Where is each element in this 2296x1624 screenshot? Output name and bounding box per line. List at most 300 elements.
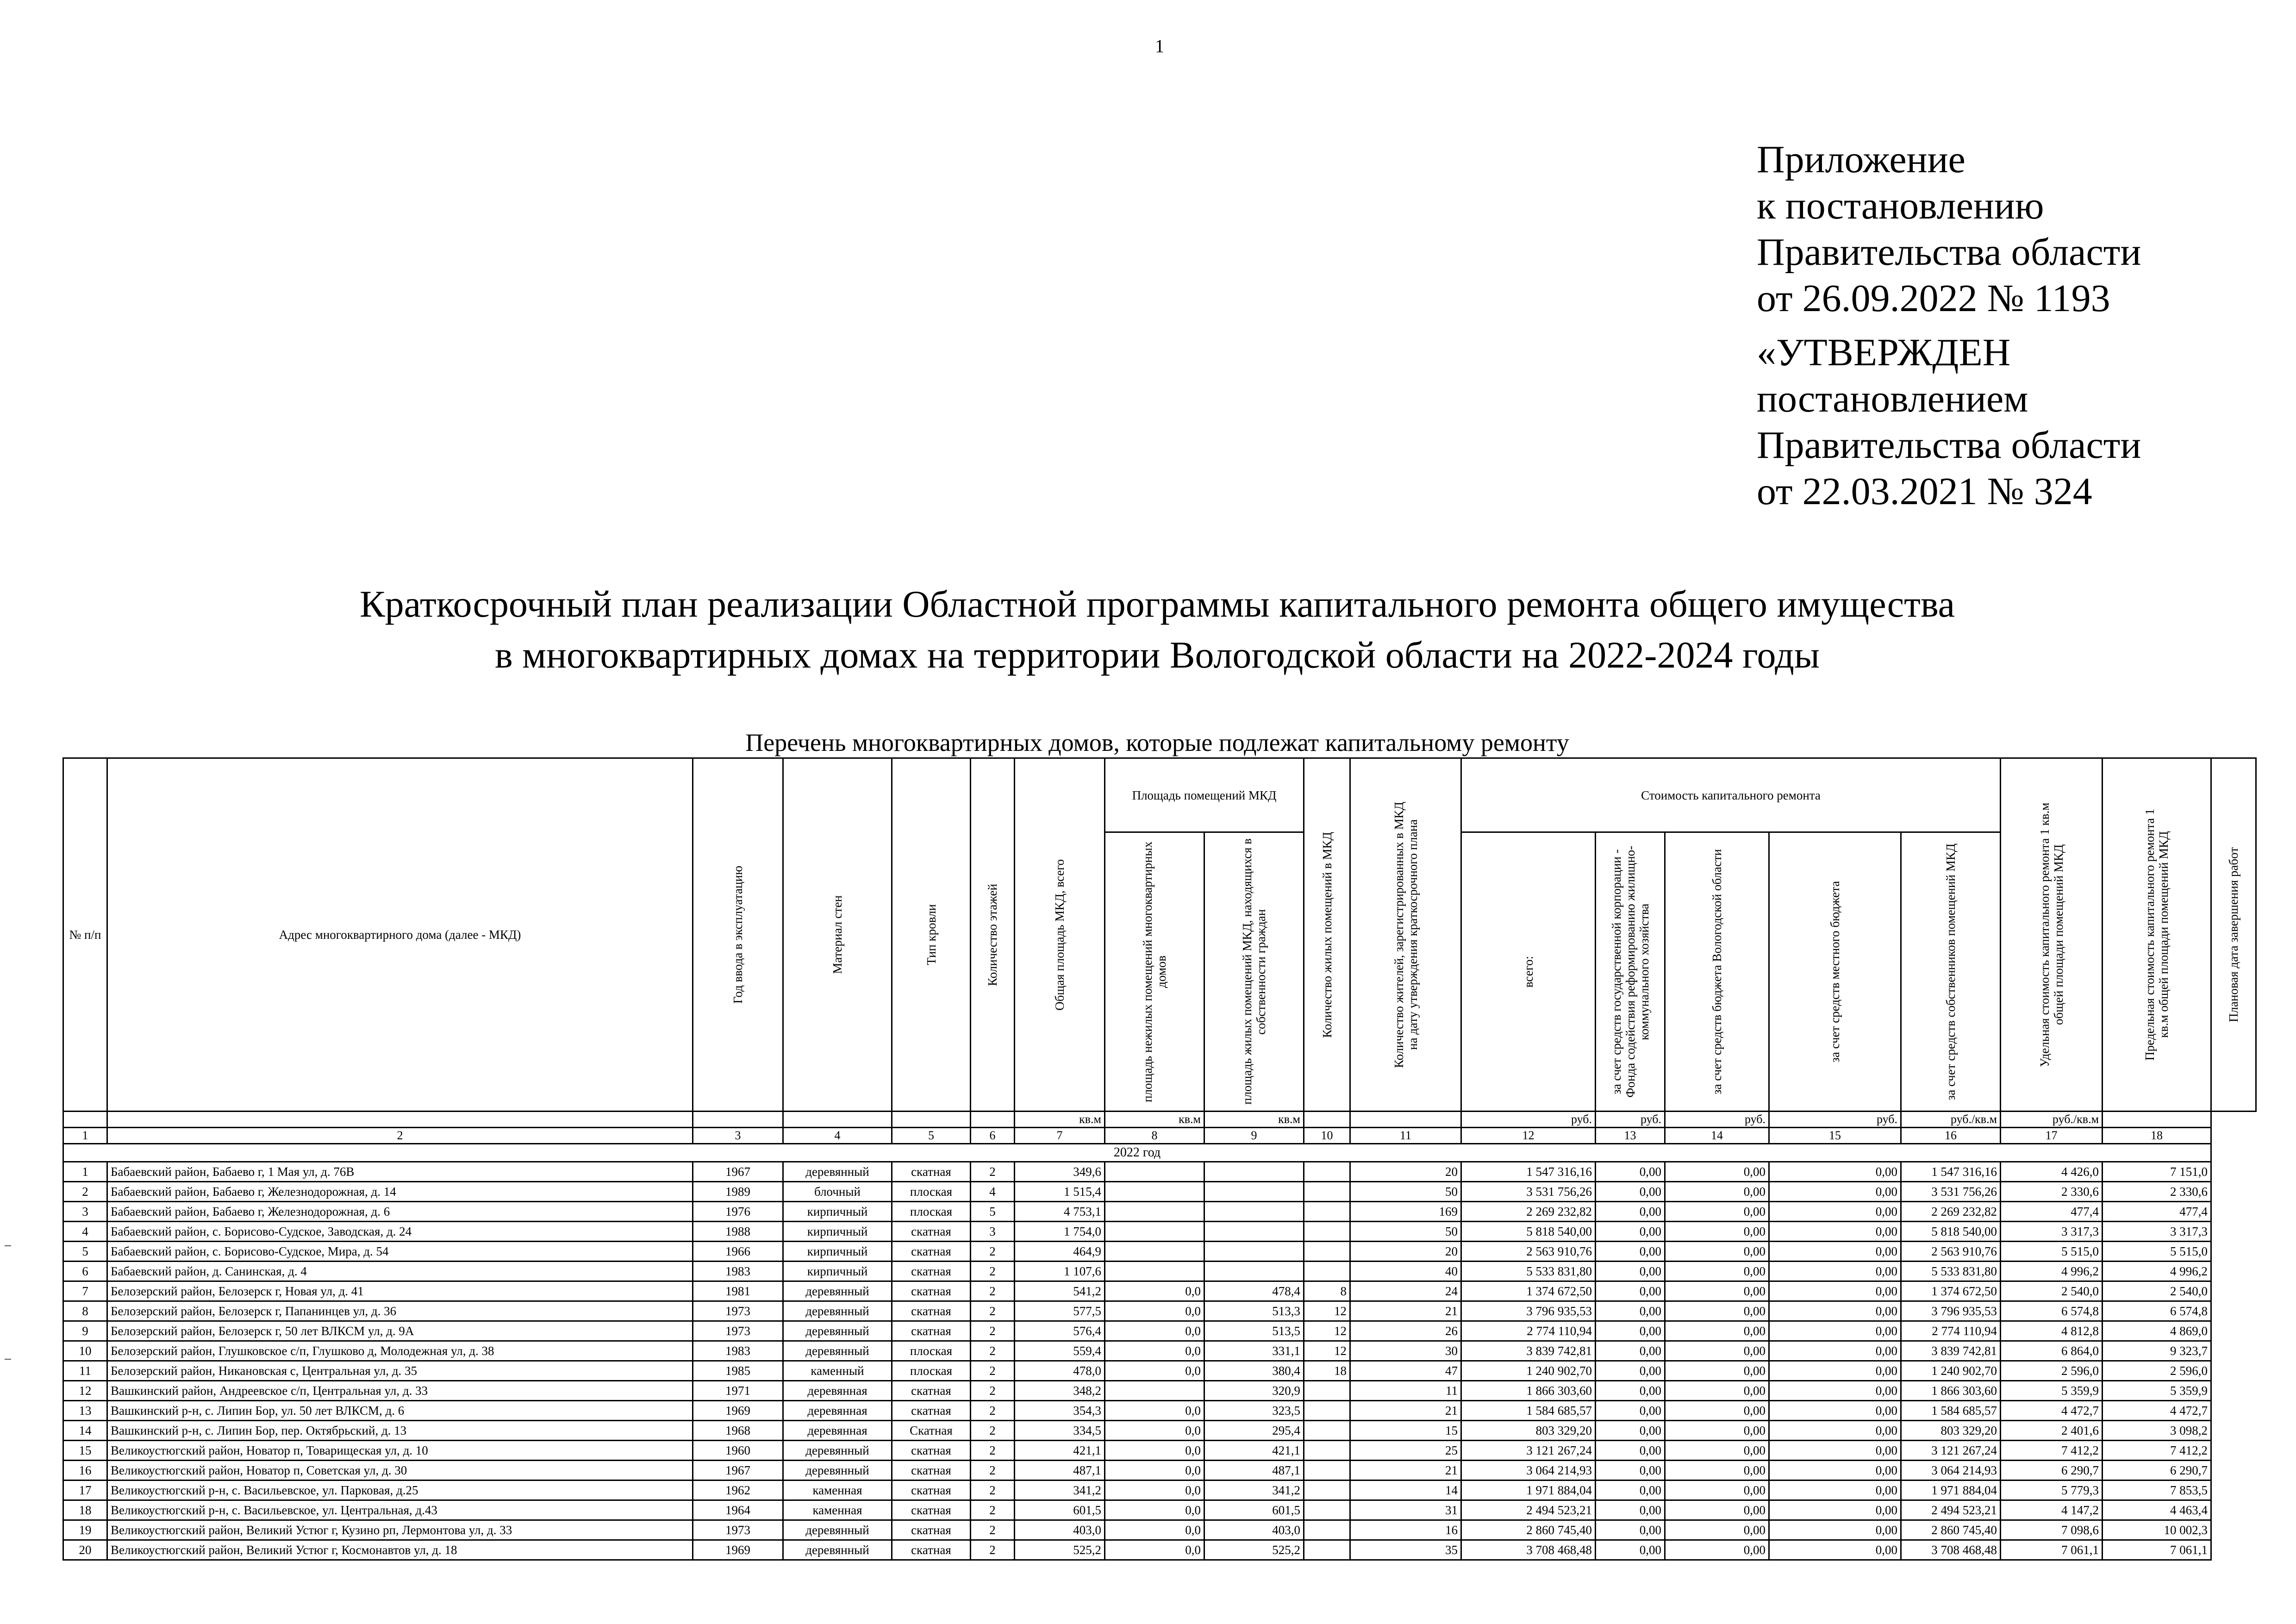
cell-roof: скатная [892,1461,971,1480]
cell-roof: плоская [892,1182,971,1202]
cell-num: 2 [63,1182,107,1202]
cell-area-nonres: 0,0 [1105,1540,1204,1560]
cell-cost-total: 1 971 884,04 [1461,1480,1596,1500]
approved-line: постановлением [1757,377,2028,420]
annex-line: Приложение [1757,138,1965,181]
cell-area-private: 323,5 [1204,1401,1304,1421]
cell-cost-region: 0,00 [1665,1520,1769,1540]
cell-area-nonres: 0,0 [1105,1401,1204,1421]
cell-address: Белозерский район, Белозерск г, 50 лет ВЛКСМ ул, д. 9А [107,1321,693,1341]
cell-cost-region: 0,00 [1665,1441,1769,1461]
cell-year: 1964 [693,1500,783,1520]
cell-cost-total: 3 121 267,24 [1461,1441,1596,1461]
cell-max-cost: 4 869,0 [2103,1321,2211,1341]
cell-cost-fund: 0,00 [1596,1222,1665,1242]
cell-area-total: 478,0 [1015,1361,1105,1381]
cell-area-nonres: 0,0 [1105,1301,1204,1321]
cell-cost-total: 1 547 316,16 [1461,1162,1596,1182]
cell-cost-fund: 0,00 [1596,1520,1665,1540]
cell-area-nonres [1105,1182,1204,1202]
cell-area-nonres: 0,0 [1105,1480,1204,1500]
cell-cost-region: 0,00 [1665,1401,1769,1421]
cell-area-total: 577,5 [1015,1301,1105,1321]
cell-max-cost: 3 317,3 [2103,1222,2211,1242]
cell-cost-region: 0,00 [1665,1461,1769,1480]
table-row [63,1421,2256,1441]
cell-num: 8 [63,1301,107,1321]
cell-floors: 2 [971,1520,1015,1540]
cell-area-private: 421,1 [1204,1441,1304,1461]
cell-num: 3 [63,1202,107,1222]
cell-cost-local: 0,00 [1769,1520,1901,1540]
cell-cost-local: 0,00 [1769,1341,1901,1361]
cell-cost-local: 0,00 [1769,1401,1901,1421]
year-section-row [63,1144,2256,1162]
cell-res-units [1304,1242,1350,1262]
cell-floors: 2 [971,1361,1015,1381]
cell-roof: скатная [892,1441,971,1461]
cell-cost-owners: 1 374 672,50 [1901,1281,2001,1301]
header-cost-total [1461,832,1596,1112]
cell-floors: 3 [971,1222,1015,1242]
cell-cost-owners: 3 064 214,93 [1901,1461,2001,1480]
table-row [63,1281,2256,1301]
year-section-label: 2022 год [63,1144,2211,1162]
unit-cell [783,1112,892,1128]
table-row [63,1242,2256,1262]
cell-num: 18 [63,1500,107,1520]
table-row [63,1182,2256,1202]
cell-residents: 50 [1350,1222,1461,1242]
cell-area-total: 601,5 [1015,1500,1105,1520]
header-wall [783,758,892,1112]
cell-floors: 2 [971,1301,1015,1321]
cell-area-nonres: 0,0 [1105,1361,1204,1381]
cell-cost-region: 0,00 [1665,1202,1769,1222]
cell-res-units [1304,1222,1350,1242]
cell-area-private: 478,4 [1204,1281,1304,1301]
cell-year: 1989 [693,1182,783,1202]
cell-cost-owners: 3 531 756,26 [1901,1182,2001,1202]
cell-residents: 169 [1350,1202,1461,1222]
cell-area-total: 4 753,1 [1015,1202,1105,1222]
cell-unit-cost: 6 864,0 [2001,1341,2103,1361]
cell-max-cost: 5 515,0 [2103,1242,2211,1262]
header-res-units [1304,758,1350,1112]
cell-cost-region: 0,00 [1665,1182,1769,1202]
table-row [63,1162,2256,1182]
cell-unit-cost: 2 330,6 [2001,1182,2103,1202]
cell-num: 9 [63,1321,107,1341]
cell-floors: 5 [971,1202,1015,1222]
column-number: 9 [1204,1128,1304,1144]
cell-cost-region: 0,00 [1665,1281,1769,1301]
cell-address: Бабаевский район, д. Санинская, д. 4 [107,1262,693,1281]
cell-cost-fund: 0,00 [1596,1301,1665,1321]
header-total-area [1015,758,1105,1112]
header-residents [1350,758,1461,1112]
cell-residents: 50 [1350,1182,1461,1202]
cell-cost-owners: 1 971 884,04 [1901,1480,2001,1500]
cell-area-nonres: 0,0 [1105,1321,1204,1341]
unit-cell [2103,1112,2211,1128]
cell-unit-cost: 4 996,2 [2001,1262,2103,1281]
header-area-group: Площадь помещений МКД [1105,758,1304,832]
cell-area-private: 525,2 [1204,1540,1304,1560]
cell-wall: кирпичный [783,1222,892,1242]
annex-block [1757,137,2141,322]
cell-cost-fund: 0,00 [1596,1361,1665,1381]
cell-roof: скатная [892,1162,971,1182]
unit-cell: руб. [1461,1112,1596,1128]
cell-max-cost: 2 330,6 [2103,1182,2211,1202]
cell-cost-local: 0,00 [1769,1421,1901,1441]
cell-wall: деревянный [783,1441,892,1461]
cell-cost-total: 2 860 745,40 [1461,1520,1596,1540]
cell-area-private: 513,5 [1204,1321,1304,1341]
header-roof-text: Тип кровли [924,904,938,965]
cell-area-total: 1 754,0 [1015,1222,1105,1242]
cell-cost-total: 3 839 742,81 [1461,1341,1596,1361]
header-cost-owners-text: за счет средств собственников помещений МКД [1944,843,1958,1100]
cell-max-cost: 9 323,7 [2103,1341,2211,1361]
cell-area-nonres: 0,0 [1105,1341,1204,1361]
cell-area-total: 487,1 [1015,1461,1105,1480]
cell-roof: скатная [892,1381,971,1401]
cell-wall: деревянный [783,1461,892,1480]
cell-cost-local: 0,00 [1769,1480,1901,1500]
cell-floors: 2 [971,1421,1015,1441]
cell-res-units: 12 [1304,1341,1350,1361]
cell-res-units [1304,1480,1350,1500]
header-end-date [2211,758,2256,1112]
approved-block [1757,330,2141,515]
cell-roof: скатная [892,1520,971,1540]
header-cost-region [1665,832,1769,1112]
header-year [693,758,783,1112]
cell-cost-total: 5 818 540,00 [1461,1222,1596,1242]
header-cost-local-text: за счет средств местного бюджета [1828,881,1842,1062]
cell-cost-local: 0,00 [1769,1381,1901,1401]
cell-cost-owners: 2 563 910,76 [1901,1242,2001,1262]
header-max-cost [2103,758,2211,1112]
cell-res-units: 18 [1304,1361,1350,1381]
cell-roof: плоская [892,1202,971,1222]
cell-residents: 21 [1350,1301,1461,1321]
cell-roof: скатная [892,1281,971,1301]
cell-year: 1976 [693,1202,783,1222]
cell-cost-owners: 3 121 267,24 [1901,1441,2001,1461]
cell-max-cost: 3 098,2 [2103,1421,2211,1441]
column-number: 3 [693,1128,783,1144]
unit-cell [892,1112,971,1128]
cell-cost-region: 0,00 [1665,1540,1769,1560]
cell-area-total: 421,1 [1015,1441,1105,1461]
cell-max-cost: 7 412,2 [2103,1441,2211,1461]
cell-roof: скатная [892,1500,971,1520]
cell-num: 1 [63,1162,107,1182]
cell-residents: 25 [1350,1441,1461,1461]
cell-cost-region: 0,00 [1665,1341,1769,1361]
cell-wall: деревянный [783,1321,892,1341]
cell-cost-local: 0,00 [1769,1281,1901,1301]
cell-res-units [1304,1500,1350,1520]
cell-unit-cost: 2 401,6 [2001,1421,2103,1441]
cell-unit-cost: 477,4 [2001,1202,2103,1222]
cell-residents: 30 [1350,1341,1461,1361]
cell-roof: плоская [892,1361,971,1381]
cell-cost-total: 3 531 756,26 [1461,1182,1596,1202]
cell-area-private: 320,9 [1204,1381,1304,1401]
scan-edge-mark [5,1359,11,1360]
column-number: 1 [63,1128,107,1144]
cell-floors: 2 [971,1281,1015,1301]
table-row [63,1401,2256,1421]
cell-unit-cost: 7 061,1 [2001,1540,2103,1560]
header-residents-text: Количество жителей, зарегистрированных в МКД на дату утверждения краткосрочного плана [1391,801,1420,1068]
header-cost-region-text: за счет средств бюджета Вологодской области [1710,849,1724,1095]
cell-wall: деревянный [783,1341,892,1361]
cell-area-private [1204,1262,1304,1281]
cell-floors: 2 [971,1540,1015,1560]
cell-area-private: 331,1 [1204,1341,1304,1361]
cell-address: Белозерский район, Никановская с, Центральная ул, д. 35 [107,1361,693,1381]
document-title [93,579,2222,681]
cell-res-units [1304,1381,1350,1401]
cell-year: 1967 [693,1162,783,1182]
cell-res-units [1304,1540,1350,1560]
header-cost-fund-text: за счет средств государственной корпорации - Фонда содействия реформированию жилищно-коммунального хозяйства [1609,845,1651,1098]
cell-wall: кирпичный [783,1262,892,1281]
header-unit-cost [2001,758,2103,1112]
cell-cost-local: 0,00 [1769,1301,1901,1321]
cell-cost-local: 0,00 [1769,1202,1901,1222]
cell-num: 11 [63,1361,107,1381]
cell-address: Вашкинский р-н, с. Липин Бор, пер. Октябрьский, д. 13 [107,1421,693,1441]
cell-cost-owners: 1 547 316,16 [1901,1162,2001,1182]
cell-area-private: 380,4 [1204,1361,1304,1381]
cell-cost-local: 0,00 [1769,1242,1901,1262]
cell-address: Бабаевский район, с. Борисово-Судское, Заводская, д. 24 [107,1222,693,1242]
cell-unit-cost: 3 317,3 [2001,1222,2103,1242]
annex-line: к постановлению [1757,184,2044,227]
cell-cost-total: 2 494 523,21 [1461,1500,1596,1520]
cell-cost-total: 5 533 831,80 [1461,1262,1596,1281]
cell-cost-local: 0,00 [1769,1321,1901,1341]
cell-num: 16 [63,1461,107,1480]
cell-cost-local: 0,00 [1769,1500,1901,1520]
cell-cost-region: 0,00 [1665,1262,1769,1281]
header-floors [971,758,1015,1112]
cell-cost-region: 0,00 [1665,1162,1769,1182]
cell-residents: 35 [1350,1540,1461,1560]
cell-cost-fund: 0,00 [1596,1500,1665,1520]
cell-year: 1983 [693,1262,783,1281]
column-number: 4 [783,1128,892,1144]
cell-address: Белозерский район, Белозерск г, Новая ул, д. 41 [107,1281,693,1301]
cell-cost-local: 0,00 [1769,1361,1901,1381]
cell-floors: 2 [971,1401,1015,1421]
cell-num: 13 [63,1401,107,1421]
cell-cost-owners: 2 269 232,82 [1901,1202,2001,1222]
cell-wall: деревянный [783,1520,892,1540]
cell-cost-total: 2 563 910,76 [1461,1242,1596,1262]
cell-floors: 4 [971,1182,1015,1202]
cell-cost-fund: 0,00 [1596,1401,1665,1421]
table-row [63,1321,2256,1341]
cell-floors: 2 [971,1162,1015,1182]
cell-area-nonres: 0,0 [1105,1281,1204,1301]
cell-num: 15 [63,1441,107,1461]
cell-num: 6 [63,1262,107,1281]
cell-cost-owners: 5 818 540,00 [1901,1222,2001,1242]
cell-cost-region: 0,00 [1665,1381,1769,1401]
cell-cost-local: 0,00 [1769,1162,1901,1182]
unit-cell: руб./кв.м [1901,1112,2001,1128]
cell-cost-fund: 0,00 [1596,1182,1665,1202]
cell-residents: 24 [1350,1281,1461,1301]
cell-address: Белозерский район, Белозерск г, Папанинцев ул, д. 36 [107,1301,693,1321]
cell-wall: деревянная [783,1381,892,1401]
cell-cost-fund: 0,00 [1596,1162,1665,1182]
cell-residents: 21 [1350,1401,1461,1421]
table-row [63,1540,2256,1560]
header-area-private-text: площадь жилых помещений МКД, находящихся в собственности граждан [1240,838,1268,1105]
cell-address: Белозерский район, Глушковское с/п, Глушково д, Молодежная ул, д. 38 [107,1341,693,1361]
cell-address: Бабаевский район, Бабаево г, Железнодорожная, д. 6 [107,1202,693,1222]
cell-cost-owners: 1 240 902,70 [1901,1361,2001,1381]
cell-cost-fund: 0,00 [1596,1321,1665,1341]
header-end-date-text: Плановая дата завершения работ [2227,847,2241,1023]
cell-residents: 20 [1350,1242,1461,1262]
column-number: 11 [1350,1128,1461,1144]
cell-roof: скатная [892,1540,971,1560]
cell-year: 1969 [693,1401,783,1421]
cell-area-total: 541,2 [1015,1281,1105,1301]
cell-area-private: 601,5 [1204,1500,1304,1520]
cell-cost-local: 0,00 [1769,1262,1901,1281]
cell-area-private: 487,1 [1204,1461,1304,1480]
cell-cost-owners: 803 329,20 [1901,1421,2001,1441]
cell-roof: Скатная [892,1421,971,1441]
cell-cost-owners: 2 860 745,40 [1901,1520,2001,1540]
annex-line: Правительства области [1757,231,2141,274]
cell-address: Вашкинский р-н, с. Липин Бор, ул. 50 лет ВЛКСМ, д. 6 [107,1401,693,1421]
cell-area-private: 295,4 [1204,1421,1304,1441]
unit-cell [1350,1112,1461,1128]
cell-cost-fund: 0,00 [1596,1421,1665,1441]
cell-cost-fund: 0,00 [1596,1281,1665,1301]
cell-max-cost: 4 472,7 [2103,1401,2211,1421]
cell-unit-cost: 6 290,7 [2001,1461,2103,1480]
unit-cell: руб. [1596,1112,1665,1128]
approved-line: «УТВЕРЖДЕН [1757,331,2011,374]
cell-res-units [1304,1421,1350,1441]
cell-area-nonres: 0,0 [1105,1500,1204,1520]
cell-area-total: 348,2 [1015,1381,1105,1401]
approved-line: Правительства области [1757,424,2141,467]
header-area-private [1204,832,1304,1112]
cell-cost-region: 0,00 [1665,1361,1769,1381]
header-res-units-text: Количество жилых помещений в МКД [1320,831,1334,1038]
cell-cost-local: 0,00 [1769,1461,1901,1480]
cell-cost-owners: 2 494 523,21 [1901,1500,2001,1520]
cell-area-private: 513,3 [1204,1301,1304,1321]
cell-cost-fund: 0,00 [1596,1202,1665,1222]
cell-roof: скатная [892,1242,971,1262]
cell-area-total: 576,4 [1015,1321,1105,1341]
column-number: 7 [1015,1128,1105,1144]
cell-unit-cost: 2 540,0 [2001,1281,2103,1301]
cell-max-cost: 10 002,3 [2103,1520,2211,1540]
unit-cell [63,1112,107,1128]
cell-max-cost: 2 596,0 [2103,1361,2211,1381]
cell-wall: каменный [783,1361,892,1381]
table-header [63,758,2256,1162]
cell-num: 5 [63,1242,107,1262]
cell-max-cost: 5 359,9 [2103,1381,2211,1401]
cell-cost-owners: 3 796 935,53 [1901,1301,2001,1321]
table-row [63,1461,2256,1480]
header-year-text: Год ввода в эксплуатацию [731,865,745,1004]
cell-area-private [1204,1162,1304,1182]
cell-area-total: 559,4 [1015,1341,1105,1361]
cell-cost-region: 0,00 [1665,1321,1769,1341]
column-numbers-row [63,1128,2256,1144]
cell-address: Великоустюгский район, Новатор п, Советская ул, д. 30 [107,1461,693,1480]
cell-cost-local: 0,00 [1769,1441,1901,1461]
unit-cell: руб. [1769,1112,1901,1128]
cell-area-total: 349,6 [1015,1162,1105,1182]
cell-max-cost: 7 061,1 [2103,1540,2211,1560]
cell-max-cost: 7 151,0 [2103,1162,2211,1182]
column-number: 16 [1901,1128,2001,1144]
cell-res-units [1304,1262,1350,1281]
cell-max-cost: 6 290,7 [2103,1461,2211,1480]
table-row [63,1301,2256,1321]
cell-cost-region: 0,00 [1665,1421,1769,1441]
cell-max-cost: 2 540,0 [2103,1281,2211,1301]
header-area-nonres [1105,832,1204,1112]
cell-year: 1988 [693,1222,783,1242]
cell-cost-total: 1 584 685,57 [1461,1401,1596,1421]
cell-year: 1967 [693,1461,783,1480]
cell-wall: блочный [783,1182,892,1202]
cell-area-private [1204,1202,1304,1222]
document-title-line-1: Краткосрочный план реализации Областной программы капитального ремонта общего имущества [359,583,1955,625]
cell-max-cost: 4 996,2 [2103,1262,2211,1281]
table-row [63,1341,2256,1361]
cell-cost-owners: 5 533 831,80 [1901,1262,2001,1281]
cell-floors: 2 [971,1500,1015,1520]
cell-year: 1981 [693,1281,783,1301]
cell-cost-fund: 0,00 [1596,1341,1665,1361]
cell-area-total: 334,5 [1015,1421,1105,1441]
approved-line: от 22.03.2021 № 324 [1757,470,2092,513]
cell-wall: кирпичный [783,1242,892,1262]
cell-wall: деревянный [783,1281,892,1301]
cell-roof: скатная [892,1401,971,1421]
cell-roof: скатная [892,1321,971,1341]
cell-max-cost: 7 853,5 [2103,1480,2211,1500]
column-number: 18 [2103,1128,2211,1144]
unit-cell [971,1112,1015,1128]
cell-num: 19 [63,1520,107,1540]
cell-address: Бабаевский район, с. Борисово-Судское, Мира, д. 54 [107,1242,693,1262]
table-body [63,1162,2256,1560]
cell-residents: 20 [1350,1162,1461,1182]
cell-res-units [1304,1401,1350,1421]
